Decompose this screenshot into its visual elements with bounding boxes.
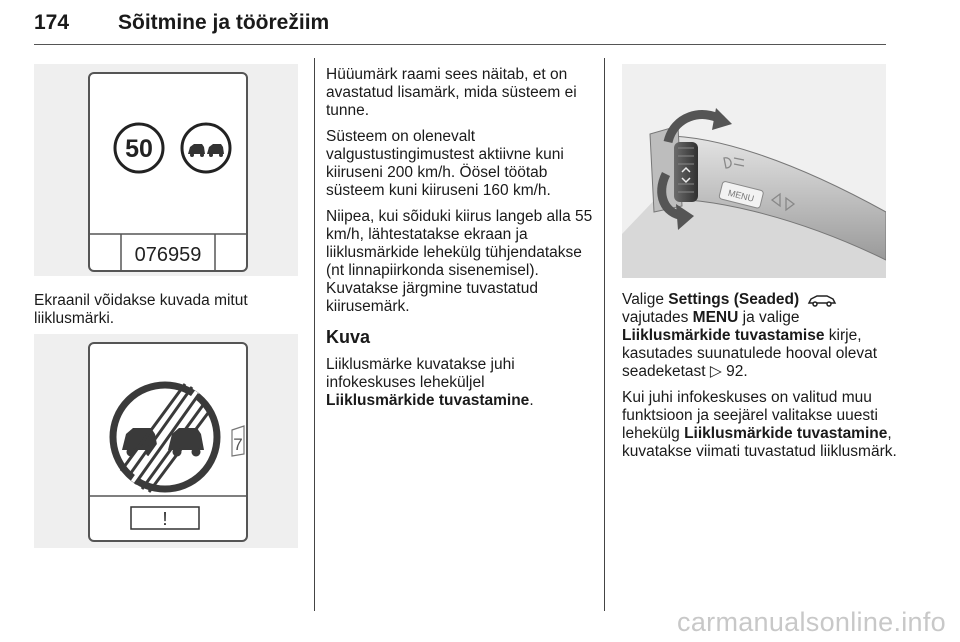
- settings-menu-label: Settings (Seaded): [668, 291, 800, 308]
- column-divider-1: [314, 58, 315, 611]
- instr-text-a: Valige: [622, 291, 664, 308]
- watermark: carmanualsonline.info: [677, 607, 946, 637]
- display-text-end: .: [529, 392, 534, 409]
- paragraph-reset: Niipea, kui sõiduki kiirus langeb alla 55 km/h, lähtestatakse ekraan ja liiklusmärkide lehekülg tühjendatakse (nt linnapiirkonda sisenemisel). Kuvatakse järgmine tuvastatud kiirusemärk.: [326, 208, 593, 315]
- speed-limit-display-figure: [34, 64, 298, 276]
- adjuster-wheel: [674, 142, 698, 202]
- vehicle-icon: [807, 293, 837, 307]
- unknown-sign-mark: !: [162, 509, 168, 529]
- end-of-no-overtaking-figure: [34, 334, 298, 548]
- end-of-no-overtaking-sign-icon: [113, 384, 217, 492]
- paragraph-multiple-signs: Ekraanil võidakse kuvada mitut liiklusmärki.: [34, 292, 248, 327]
- column-3-text: [622, 291, 898, 469]
- page-ref: 92.: [726, 363, 748, 380]
- display-text: Liiklusmärke kuvatakse juhi infokeskuses leheküljel: [326, 356, 515, 391]
- side-sign-label: 7: [233, 435, 243, 454]
- paragraph-unknown-sign: Hüüumärk raami sees näitab, et on avastatud lisamärk, mida süsteem ei tunne.: [326, 66, 577, 119]
- column-divider-2: [604, 58, 605, 611]
- page-title: Sõitmine ja töörežiim: [118, 11, 330, 34]
- menu-button-ref: MENU: [692, 309, 739, 326]
- instr-text-d: kirje, kasutades suunatulede hooval olevat seadeketast: [622, 327, 878, 380]
- traffic-sign-page-name: Liiklusmärkide tuvastamine: [684, 425, 888, 442]
- odometer-value: 076959: [134, 244, 202, 266]
- header-rule: [34, 44, 886, 45]
- speed-limit-value: 50: [125, 135, 153, 163]
- page-ref-icon: ▷: [709, 363, 722, 380]
- no-overtaking-sign-icon: [182, 124, 230, 172]
- turn-signal-stalk-figure: [622, 64, 886, 278]
- page-name-bold: Liiklusmärkide tuvastamine: [326, 392, 530, 409]
- return-text-a: Kui juhi infokeskuses on valitud muu funktsioon ja seejärel valitakse uuesti lehekülg: [622, 389, 878, 442]
- paragraph-speed-range: Süsteem on olenevalt valgustustingimustest aktiivne kuni kiiruseni 200 km/h. Öösel töötab süsteem kuni kiiruseni 160 km/h.: [326, 128, 564, 199]
- column-2-text: [326, 66, 594, 418]
- instr-text-c: ja valige: [742, 309, 800, 326]
- traffic-sign-menu-item: Liiklusmärkide tuvastamise: [622, 327, 825, 344]
- return-text-b: , kuvatakse viimati tuvastatud liiklusmärk.: [622, 425, 897, 460]
- column-1-text: [34, 292, 304, 336]
- paragraph-settings-instructions: [622, 291, 898, 381]
- page-number: 174: [34, 11, 70, 34]
- section-heading-kuva: Kuva: [326, 327, 371, 347]
- instr-text-b: vajutades: [622, 309, 689, 326]
- menu-button-label: MENU: [726, 187, 756, 204]
- paragraph-display: [326, 356, 594, 410]
- paragraph-return-page: [622, 389, 898, 461]
- display-frame: [89, 73, 247, 271]
